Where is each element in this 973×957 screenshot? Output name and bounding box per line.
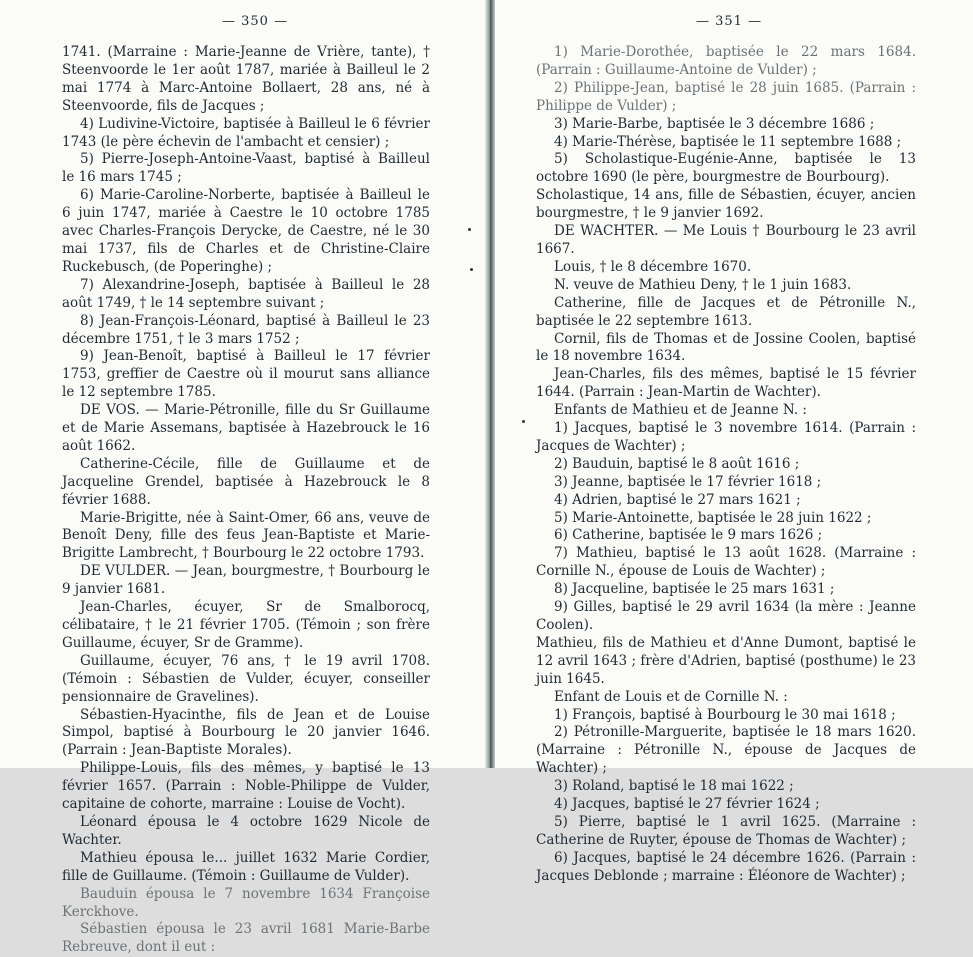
paragraph: 5) Marie-Antoinette, baptisée le 28 juin 1622 ; [554, 509, 872, 526]
right-page [492, 0, 973, 884]
paragraph: Guillaume, écuyer, 76 ans, † le 19 avril 1708. (Témoin : Sébastien de Vulder, écuyer, conseiller pensionnaire de Gravelines). [62, 652, 430, 705]
paragraph: 7) Alexandrine-Joseph, baptisée à Bailleul le 28 août 1749, † le 14 septembre suivant ; [62, 276, 430, 311]
ink-speck [522, 420, 525, 423]
paragraph: N. veuve de Mathieu Deny, † le 1 juin 1683. [554, 276, 852, 293]
paragraph: 9) Gilles, baptisé le 29 avril 1634 (la mère : Jeanne Coolen). [536, 599, 916, 633]
paragraph: Catherine, fille de Jacques et de Pétronille N., baptisée le 22 septembre 1613. [536, 294, 916, 329]
paragraph: 3) Jeanne, baptisée le 17 février 1618 ; [554, 473, 822, 490]
paragraph: Enfants de Mathieu et de Jeanne N. : [554, 402, 807, 419]
paragraph: 1) François, baptisé à Bourbourg le 30 mai 1618 ; [554, 706, 896, 723]
paragraph: 2) Bauduin, baptisé le 8 août 1616 ; [554, 455, 800, 472]
paragraph: Scholastique, 14 ans, fille de Sébastien, écuyer, ancien bourgmestre, † le 9 janvier 1692. [536, 187, 916, 222]
paragraph: Léonard épousa le 4 octobre 1629 Nicole de Wachter. [62, 813, 430, 848]
paragraph: 7) Mathieu, baptisé le 13 août 1628. (Marraine : Cornille N., épouse de Louis de Wachter) ; [536, 545, 916, 580]
paragraph: DE VOS. — Marie-Pétronille, fille du Sr Guillaume et de Marie Assemans, baptisée à Hazebrouck le 16 août 1662. [62, 402, 430, 454]
paragraph: 4) Ludivine-Victoire, baptisée à Bailleul le 6 février 1743 (le père échevin de l'ambacht et censier) ; [62, 115, 430, 150]
paragraph: 5) Scholastique-Eugénie-Anne, baptisée le 13 octobre 1690 (le père, bourgmestre de Bourbourg). [536, 151, 916, 186]
paragraph: DE WACHTER. — Me Louis † Bourbourg le 23 avril 1667. [536, 223, 916, 257]
paragraph: Catherine-Cécile, fille de Guillaume et de Jacqueline Grendel, baptisée à Hazebrouck le 8 février 1688. [62, 455, 430, 508]
paragraph: 8) Jacqueline, baptisée le 25 mars 1631 ; [554, 581, 835, 598]
paragraph: 5) Pierre, baptisé le 1 avril 1625. (Marraine : Catherine de Ruyter, épouse de Thomas de Wachter) ; [536, 813, 916, 848]
paragraph: 4) Jacques, baptisé le 27 février 1624 ; [554, 796, 820, 813]
paragraph: 6) Marie-Caroline-Norberte, baptisée à Bailleul le 6 juin 1747, mariée à Caestre le 10 octobre 1785 avec Charles-François Derycke, de Caestre, né le 30 mai 1737, fils de Charles et de Christine-Claire Ruckebusch, (de Poperinghe) ; [62, 187, 430, 275]
paragraph: 3) Marie-Barbe, baptisée le 3 décembre 1686 ; [554, 115, 875, 132]
paragraph: Cornil, fils de Thomas et de Jossine Coolen, baptisé le 18 novembre 1634. [536, 330, 916, 365]
paragraph: Marie-Brigitte, née à Saint-Omer, 66 ans, veuve de Benoît Deny, fille des feus Jean-Baptiste et Marie-Brigitte Lambrecht, † Bourbourg le 22 octobre 1793. [62, 509, 430, 562]
paragraph: 1) Marie-Dorothée, baptisée le 22 mars 1684. (Parrain : Guillaume-Antoine de Vulder) ; [536, 44, 916, 78]
page-number: — 351 — [696, 14, 763, 29]
ink-speck [468, 228, 471, 231]
paragraph: 2) Pétronille-Marguerite, baptisée le 18 mars 1620. (Marraine : Pétronille N., épouse de Jacques de Wachter) ; [536, 724, 916, 777]
paragraph: 1) Jacques, baptisé le 3 novembre 1614. (Parrain : Jacques de Wachter) ; [536, 420, 916, 454]
paragraph: 1741. (Marraine : Marie-Jeanne de Vrière, tante), † Steenvoorde le 1er août 1787, mariée à Bailleul le 2 mai 1774 à Marc-Antoine Bollaert, 28 ans, né à Steenvoorde, fils de Jacques ; [62, 44, 430, 114]
paragraph: 4) Adrien, baptisé le 27 mars 1621 ; [554, 491, 801, 508]
paragraph: Sébastien épousa le 23 avril 1681 Marie-Barbe Rebreuve, dont il eut : [62, 921, 430, 956]
page-text [536, 44, 916, 886]
paragraph: Mathieu épousa le... juillet 1632 Marie Cordier, fille de Guillaume. (Témoin : Guillaume de Vulder). [62, 849, 430, 884]
paragraph: Sébastien-Hyacinthe, fils de Jean et de Louise Simpol, baptisé à Bourbourg le 20 janvier 1646. (Parrain : Jean-Baptiste Morales). [62, 706, 430, 759]
ink-speck [470, 268, 473, 271]
paragraph: Jean-Charles, écuyer, Sr de Smalborocq, célibataire, † le 21 février 1705. (Témoin ; son frère Guillaume, écuyer, Sr de Gramme). [62, 599, 430, 651]
paragraph: DE VULDER. — Jean, bourgmestre, † Bourbourg le 9 janvier 1681. [62, 563, 430, 598]
paragraph: Mathieu, fils de Mathieu et d'Anne Dumont, baptisé le 12 avril 1643 ; frère d'Adrien, baptisé (posthume) le 23 juin 1645. [536, 634, 916, 687]
paragraph: 2) Philippe-Jean, baptisé le 28 juin 1685. (Parrain : Philippe de Vulder) ; [536, 79, 916, 114]
paragraph: 5) Pierre-Joseph-Antoine-Vaast, baptisé à Bailleul le 16 mars 1745 ; [62, 151, 430, 186]
paragraph: Louis, † le 8 décembre 1670. [554, 258, 752, 275]
paragraph: Enfant de Louis et de Cornille N. : [554, 688, 788, 705]
paragraph: 6) Jacques, baptisé le 24 décembre 1626. (Parrain : Jacques Deblonde ; marraine : Éléonore de Wachter) ; [536, 849, 916, 884]
paragraph: Jean-Charles, fils des mêmes, baptisé le 15 février 1644. (Parrain : Jean-Martin de Wachter). [536, 366, 916, 401]
paragraph: 4) Marie-Thérèse, baptisée le 11 septembre 1688 ; [554, 133, 902, 150]
page-number: — 350 — [222, 14, 289, 29]
paragraph: Philippe-Louis, fils des mêmes, y baptisé le 13 février 1657. (Parrain : Noble-Philippe de Vulder, capitaine de cohorte, marraine : Louise de Vocht). [62, 760, 430, 813]
paragraph: 3) Roland, baptisé le 18 mai 1622 ; [554, 778, 794, 795]
page-text [62, 44, 430, 957]
paragraph: 9) Jean-Benoît, baptisé à Bailleul le 17 février 1753, greffier de Caestre où il mourut sans alliance le 12 septembre 1785. [62, 348, 430, 401]
paragraph: 6) Catherine, baptisée le 9 mars 1626 ; [554, 527, 823, 544]
paragraph: Bauduin épousa le 7 novembre 1634 Françoise Kerckhove. [62, 885, 430, 920]
paragraph: 8) Jean-François-Léonard, baptisé à Bailleul le 23 décembre 1751, † le 3 mars 1752 ; [62, 312, 430, 347]
